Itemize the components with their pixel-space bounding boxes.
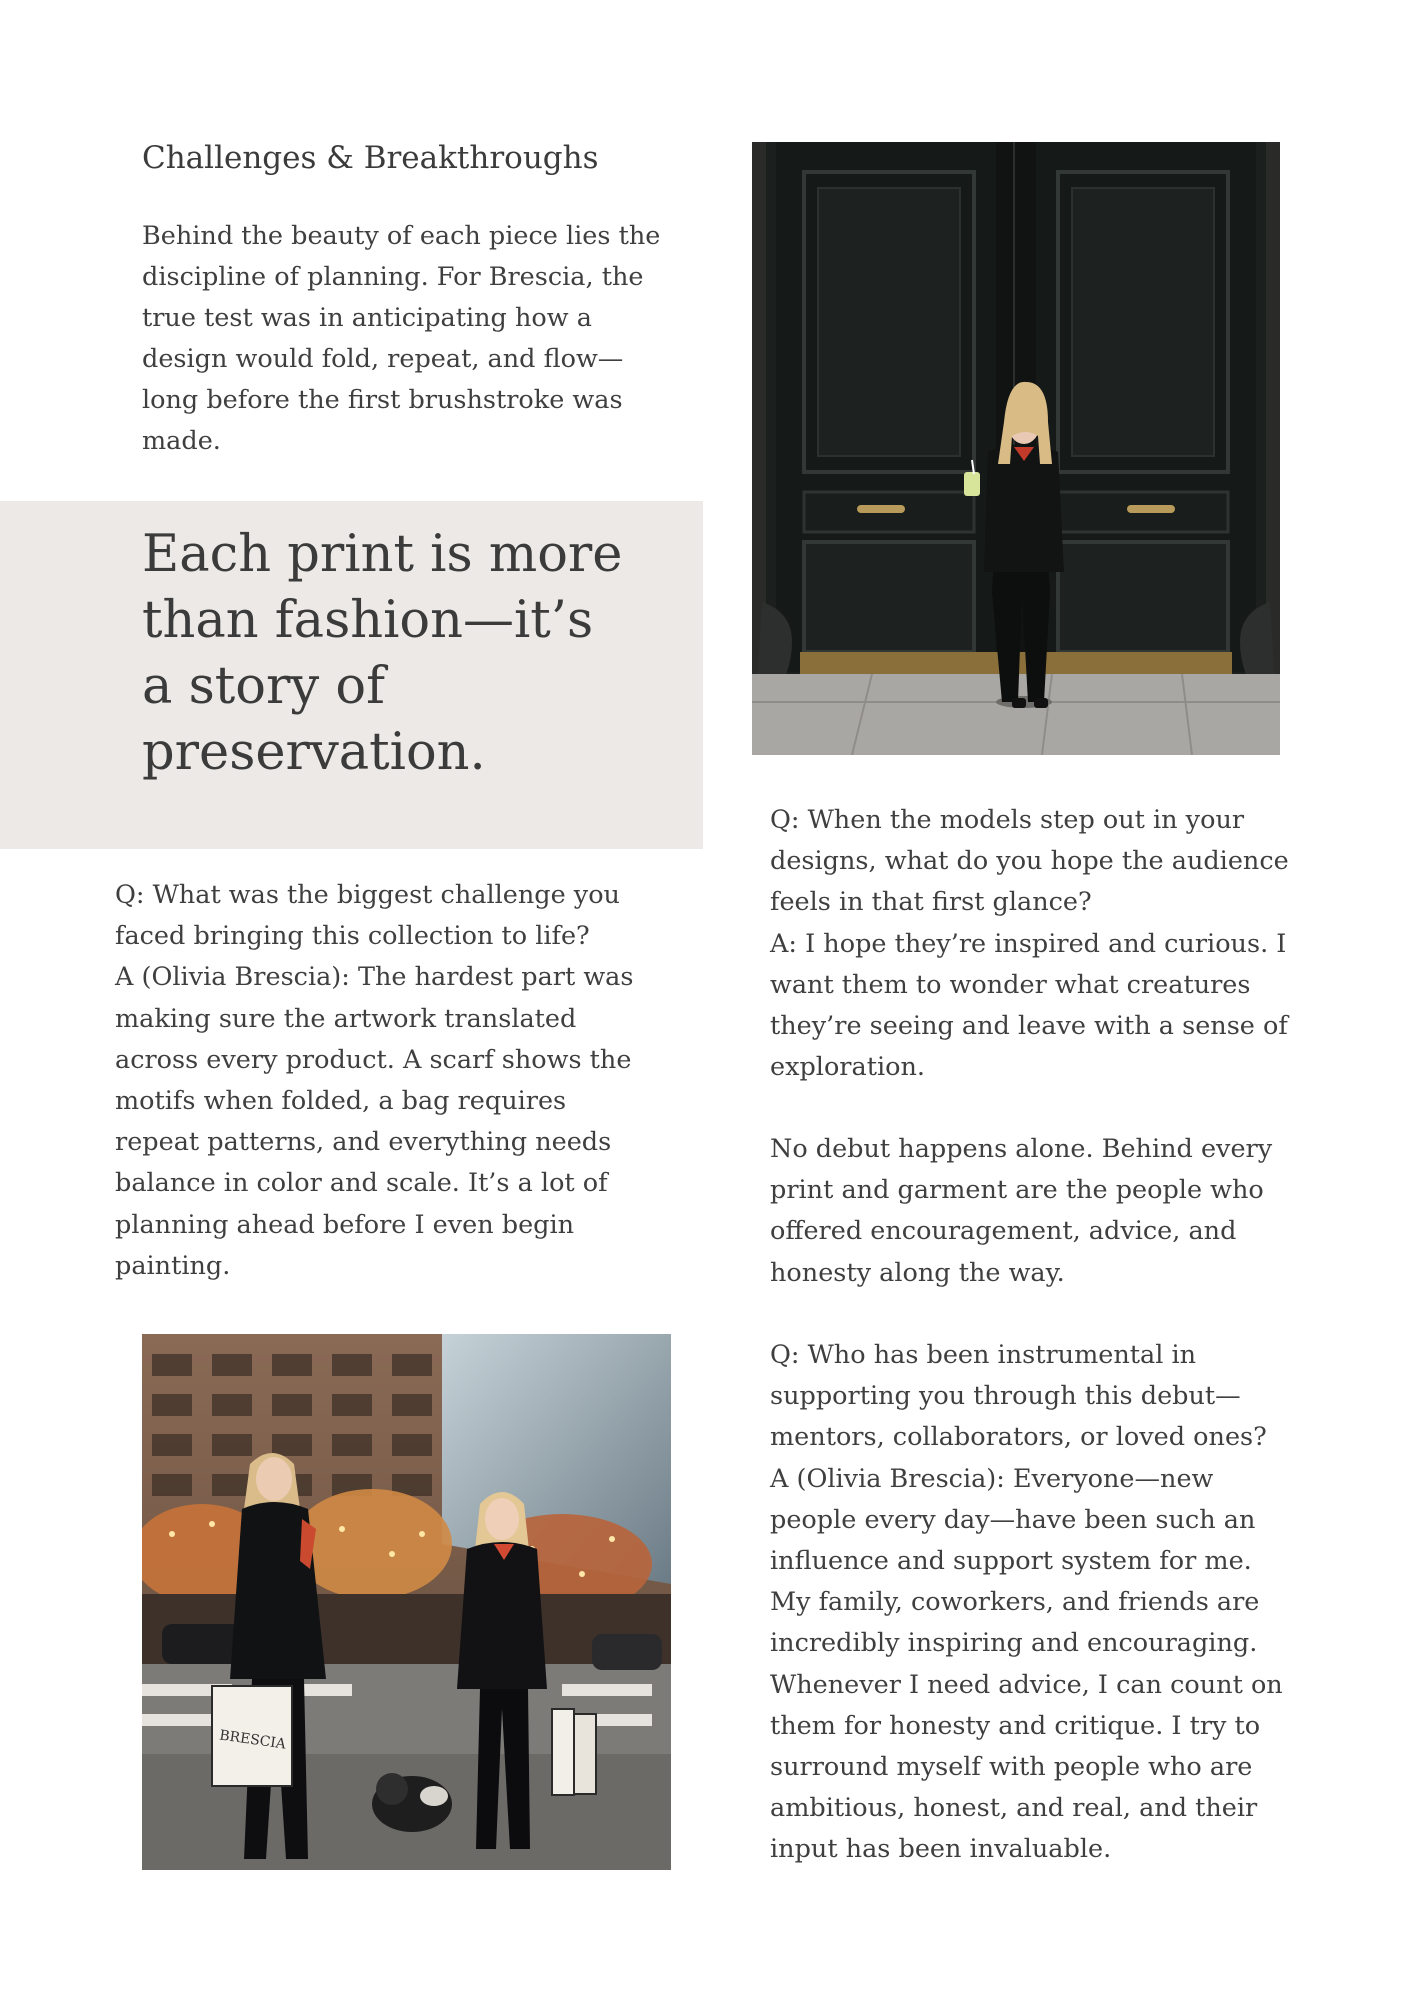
- street-photo-graphic: [142, 1334, 671, 1870]
- pull-quote: Each print is more than fashion—it’s a story of preservation.: [142, 525, 623, 782]
- bag-logo: BRESCIA: [218, 1727, 287, 1753]
- interview-audience: Q: When the models step out in your designs, what do you hope the audience feels in that first glance? A: I hope they’re inspired and curious. I want them to wonder what creatures they’re seeing and leave with a sense of exploration.: [770, 805, 1289, 1083]
- photo-woman-at-door: [752, 142, 1280, 755]
- interview-support: Q: Who has been instrumental in supporting you through this debut— mentors, collaborators, or loved ones? A (Olivia Brescia): Everyone—new people every day—have been such an influence and support system for me. My family, coworkers, and friends are incredibly inspiring and encouraging. Whenever I need advice, I can count on them for honesty and critique. I try to surround myself with people who are ambitious, honest, and real, and their input has been invaluable.: [770, 1340, 1283, 1865]
- door-photo-graphic: [752, 142, 1280, 755]
- intro-paragraph: Behind the beauty of each piece lies the discipline of planning. For Brescia, the true test was in anticipating how a design would fold, repeat, and flow— long before the first brushstroke was made.: [142, 221, 661, 456]
- support-paragraph: No debut happens alone. Behind every print and garment are the people who offered encouragement, advice, and honesty along the way.: [770, 1134, 1273, 1288]
- section-heading: Challenges & Breakthroughs: [142, 140, 599, 176]
- interview-challenge: Q: What was the biggest challenge you faced bringing this collection to life? A (Olivia Brescia): The hardest part was making sure the artwork translated across every product. A scarf shows the motifs when folded, a bag requires repeat patterns, and everything needs balance in color and scale. It’s a lot of planning ahead before I even begin painting.: [115, 880, 634, 1281]
- photo-women-on-street: [142, 1334, 671, 1870]
